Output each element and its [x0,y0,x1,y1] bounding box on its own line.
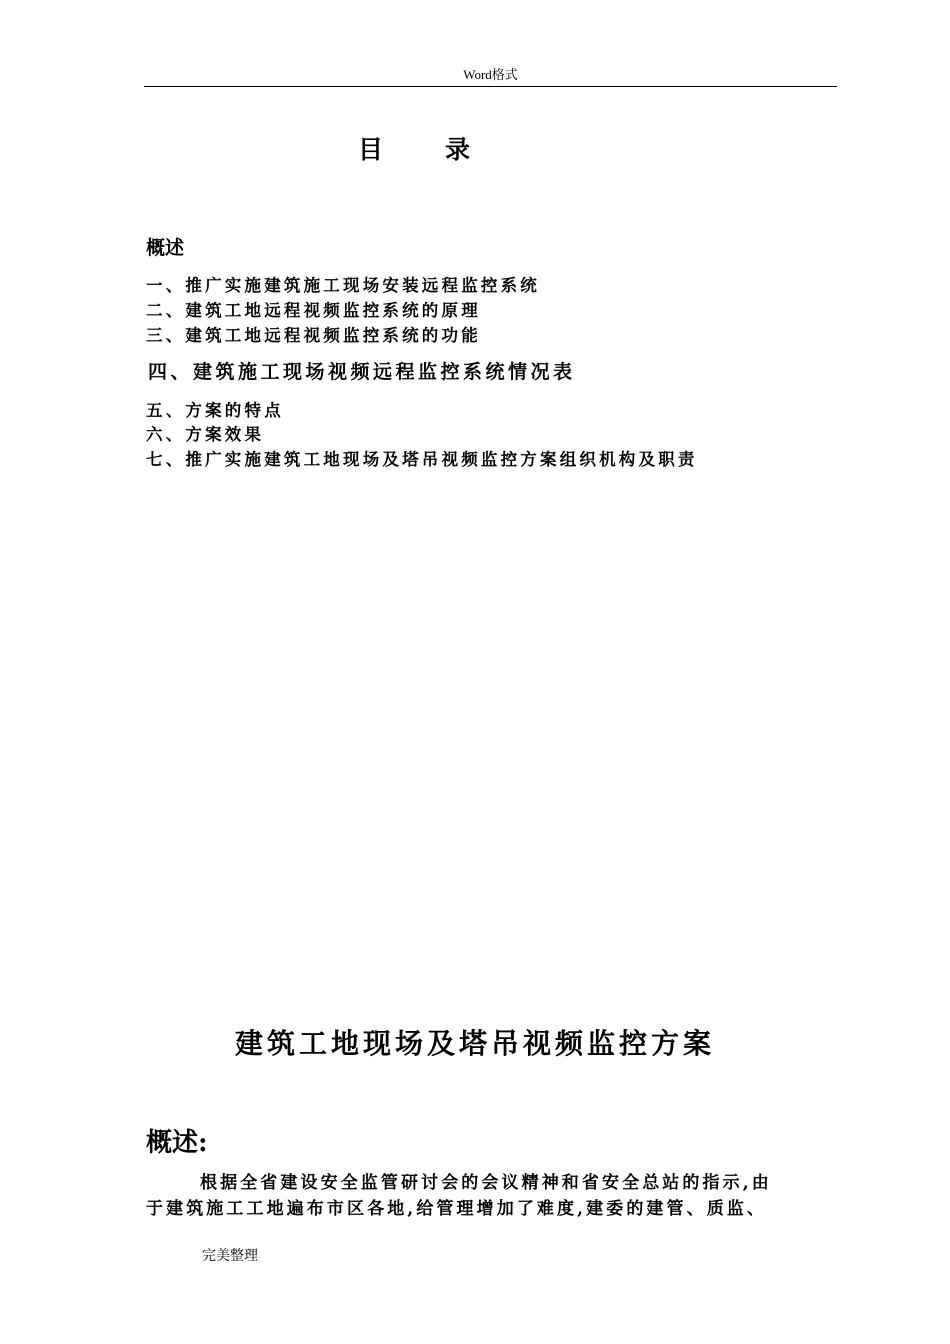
toc-item-5[interactable]: 五、方案的特点 [146,401,284,420]
toc-title: 目录 [358,135,533,164]
toc-item-1[interactable]: 一、推广实施建筑施工现场安装远程监控系统 [146,276,540,295]
toc-overview: 概述 [146,237,185,259]
toc-item-3[interactable]: 三、建筑工地远程视频监控系统的功能 [146,326,481,345]
toc-item-7[interactable]: 七、推广实施建筑工地现场及塔吊视频监控方案组织机构及职责 [146,450,698,469]
paragraph-line-2: 于建筑施工工地遍布市区各地,给管理增加了难度,建委的建管、质监、 [146,1199,768,1219]
toc-item-2[interactable]: 二、建筑工地远程视频监控系统的原理 [146,301,481,320]
page-header [144,66,837,87]
paragraph-line-1: 根据全省建设安全监管研讨会的会议精神和省安全总站的指示,由 [200,1173,772,1193]
toc-item-4[interactable]: 四、建筑施工现场视频远程监控系统情况表 [148,361,576,383]
page-footer: 完美整理 [202,1249,258,1264]
header-text: Word格式 [463,67,518,82]
document-title: 建筑工地现场及塔吊视频监控方案 [234,1027,715,1060]
toc-item-6[interactable]: 六、方案效果 [146,425,265,444]
overview-heading: 概述: [146,1128,208,1158]
